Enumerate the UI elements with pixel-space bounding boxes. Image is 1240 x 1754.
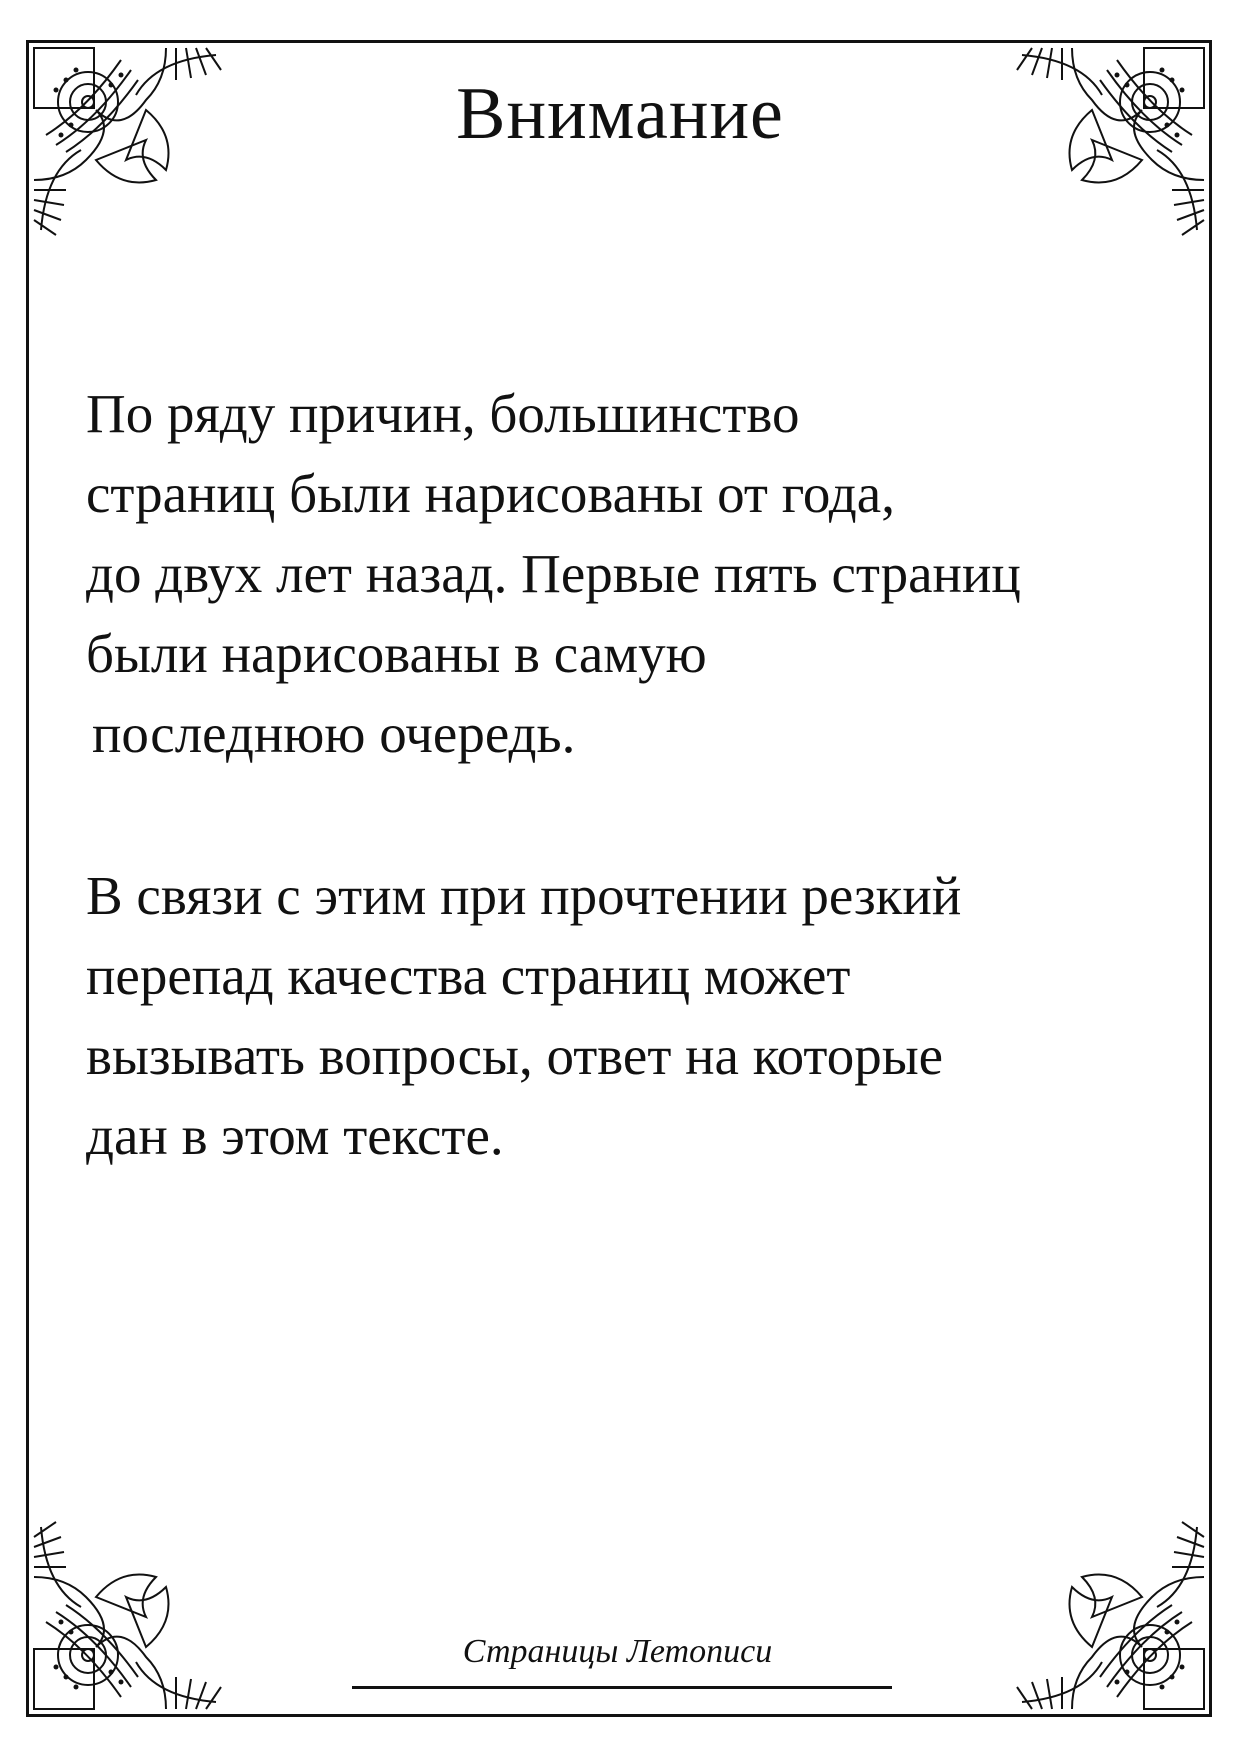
paragraph-2-line: перепад качества страниц может (86, 945, 851, 1006)
corner-ornament-bottom-right (1007, 1512, 1212, 1717)
paragraph-2-line: дан в этом тексте. (86, 1105, 504, 1166)
paragraph-1-line: были нарисованы в самую (86, 623, 707, 684)
paragraph-2 (86, 856, 1166, 1176)
paragraph-1-line: По ряду причин, большинство (86, 383, 800, 444)
paragraph-1-line: до двух лет назад. Первые пять страниц (86, 543, 1021, 604)
page-title: Внимание (456, 73, 784, 155)
footer-underline (352, 1686, 892, 1689)
corner-ornament-bottom-left (26, 1512, 231, 1717)
paragraph-1-line: последнюю очередь. (92, 703, 576, 764)
paragraph-1-line: страниц были нарисованы от года, (86, 463, 895, 524)
paragraph-2-line: вызывать вопросы, ответ на которые (86, 1025, 944, 1086)
paragraph-2-line: В связи с этим при прочтении резкий (86, 865, 962, 926)
paragraph-1 (86, 374, 1166, 774)
footer-caption: Страницы Летописи (462, 1633, 773, 1670)
